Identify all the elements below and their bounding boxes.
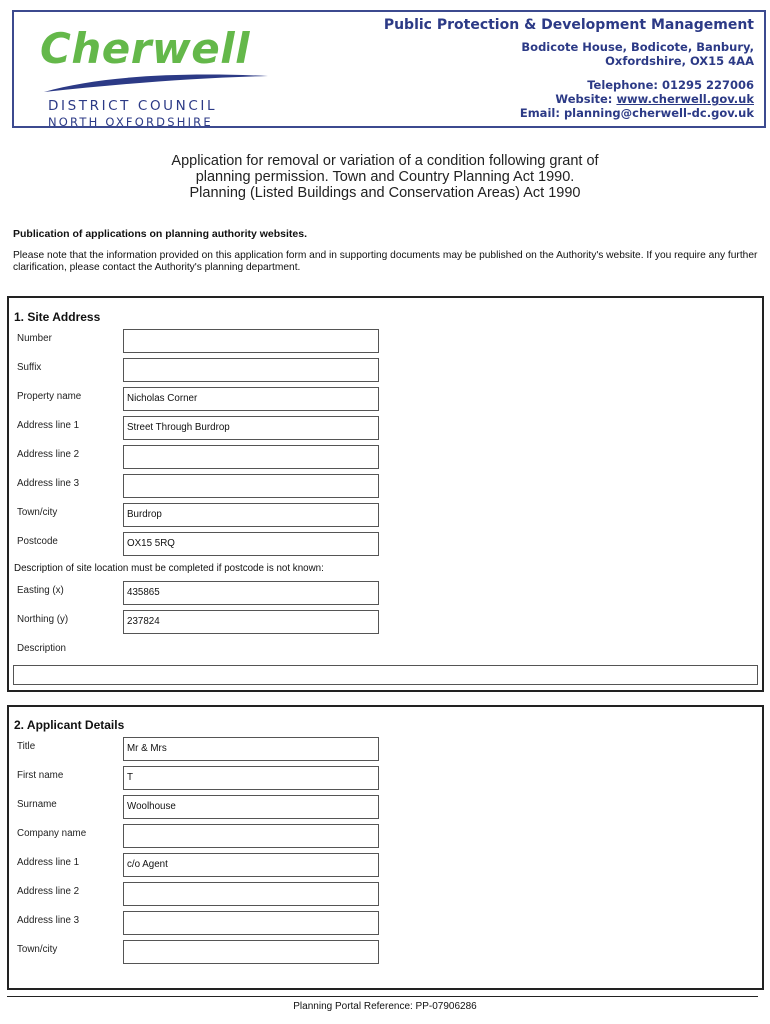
logo-wordmark: Cherwell — [40, 24, 251, 73]
address-line-2: Oxfordshire, OX15 4AA — [605, 54, 754, 68]
form-title — [0, 153, 770, 201]
publication-text: Please note that the information provided on this application form and in supporting documents may be published on the Authority's website. If you require any further clarification, please contact the Authority's planning department. — [13, 250, 758, 273]
logo-line-2: NORTH OXFORDSHIRE — [48, 115, 213, 129]
address-line-3-label: Address line 3 — [17, 478, 80, 489]
property-name-label: Property name — [17, 391, 82, 402]
section-heading: 1. Site Address — [14, 310, 101, 324]
portal-reference: Planning Portal Reference: PP-07906286 — [293, 1001, 477, 1012]
title-line-1: Application for removal or variation of a condition following grant of — [171, 153, 599, 169]
logo-swoosh-icon — [40, 70, 270, 96]
title-line-3: Planning (Listed Buildings and Conservation Areas) Act 1990 — [189, 185, 581, 201]
applicant-address-line-3-label: Address line 3 — [17, 915, 80, 926]
applicant-details-section — [7, 705, 764, 990]
easting-field[interactable]: 435865 — [123, 581, 379, 605]
location-note: Description of site location must be completed if postcode is not known: — [14, 563, 324, 574]
northing-field[interactable]: 237824 — [123, 610, 379, 634]
applicant-town-field[interactable] — [123, 940, 379, 964]
company-name-label: Company name — [17, 828, 87, 839]
company-name-field[interactable] — [123, 824, 379, 848]
applicant-town-label: Town/city — [17, 944, 58, 955]
footer-divider — [7, 996, 758, 997]
address-line-3-field[interactable] — [123, 474, 379, 498]
address-line-1: Bodicote House, Bodicote, Banbury, — [521, 40, 754, 54]
first-name-field[interactable]: T — [123, 766, 379, 790]
site-address-section — [7, 296, 764, 692]
applicant-address-line-1-field[interactable]: c/o Agent — [123, 853, 379, 877]
address-line-2-label: Address line 2 — [17, 449, 80, 460]
postcode-field[interactable]: OX15 5RQ — [123, 532, 379, 556]
town-label: Town/city — [17, 507, 58, 518]
letterhead — [12, 10, 766, 128]
applicant-address-line-1-label: Address line 1 — [17, 857, 80, 868]
address-line-1-field[interactable]: Street Through Burdrop — [123, 416, 379, 440]
telephone: Telephone: 01295 227006 — [587, 78, 754, 92]
suffix-field[interactable] — [123, 358, 379, 382]
number-field[interactable] — [123, 329, 379, 353]
town-field[interactable]: Burdrop — [123, 503, 379, 527]
cherwell-logo — [26, 20, 266, 129]
email-link[interactable]: planning@cherwell-dc.gov.uk — [563, 106, 754, 120]
email-label: Email: — [519, 106, 560, 120]
section-heading: 2. Applicant Details — [14, 718, 125, 732]
title-label: Title — [17, 741, 36, 752]
property-name-field[interactable]: Nicholas Corner — [123, 387, 379, 411]
suffix-label: Suffix — [17, 362, 42, 373]
northing-label: Northing (y) — [17, 614, 69, 625]
title-field[interactable]: Mr & Mrs — [123, 737, 379, 761]
publication-heading: Publication of applications on planning authority websites. — [13, 228, 308, 240]
first-name-label: First name — [17, 770, 64, 781]
contact-block — [384, 16, 754, 120]
address-line-1-label: Address line 1 — [17, 420, 80, 431]
website-label: Website: — [555, 92, 613, 106]
email-row — [384, 106, 754, 120]
description-label: Description — [17, 643, 67, 654]
website-row — [384, 92, 754, 106]
applicant-address-line-2-field[interactable] — [123, 882, 379, 906]
postcode-label: Postcode — [17, 536, 58, 547]
surname-label: Surname — [17, 799, 57, 810]
department-name: Public Protection & Development Management — [383, 17, 754, 33]
surname-field[interactable]: Woolhouse — [123, 795, 379, 819]
easting-label: Easting (x) — [17, 585, 64, 596]
number-label: Number — [17, 333, 52, 344]
address-line-2-field[interactable] — [123, 445, 379, 469]
title-line-2: planning permission. Town and Country Planning Act 1990. — [195, 169, 575, 185]
applicant-address-line-3-field[interactable] — [123, 911, 379, 935]
website-link[interactable]: www.cherwell.gov.uk — [616, 92, 754, 106]
logo-line-1: DISTRICT COUNCIL — [48, 98, 218, 114]
applicant-address-line-2-label: Address line 2 — [17, 886, 80, 897]
description-field[interactable] — [13, 665, 758, 685]
